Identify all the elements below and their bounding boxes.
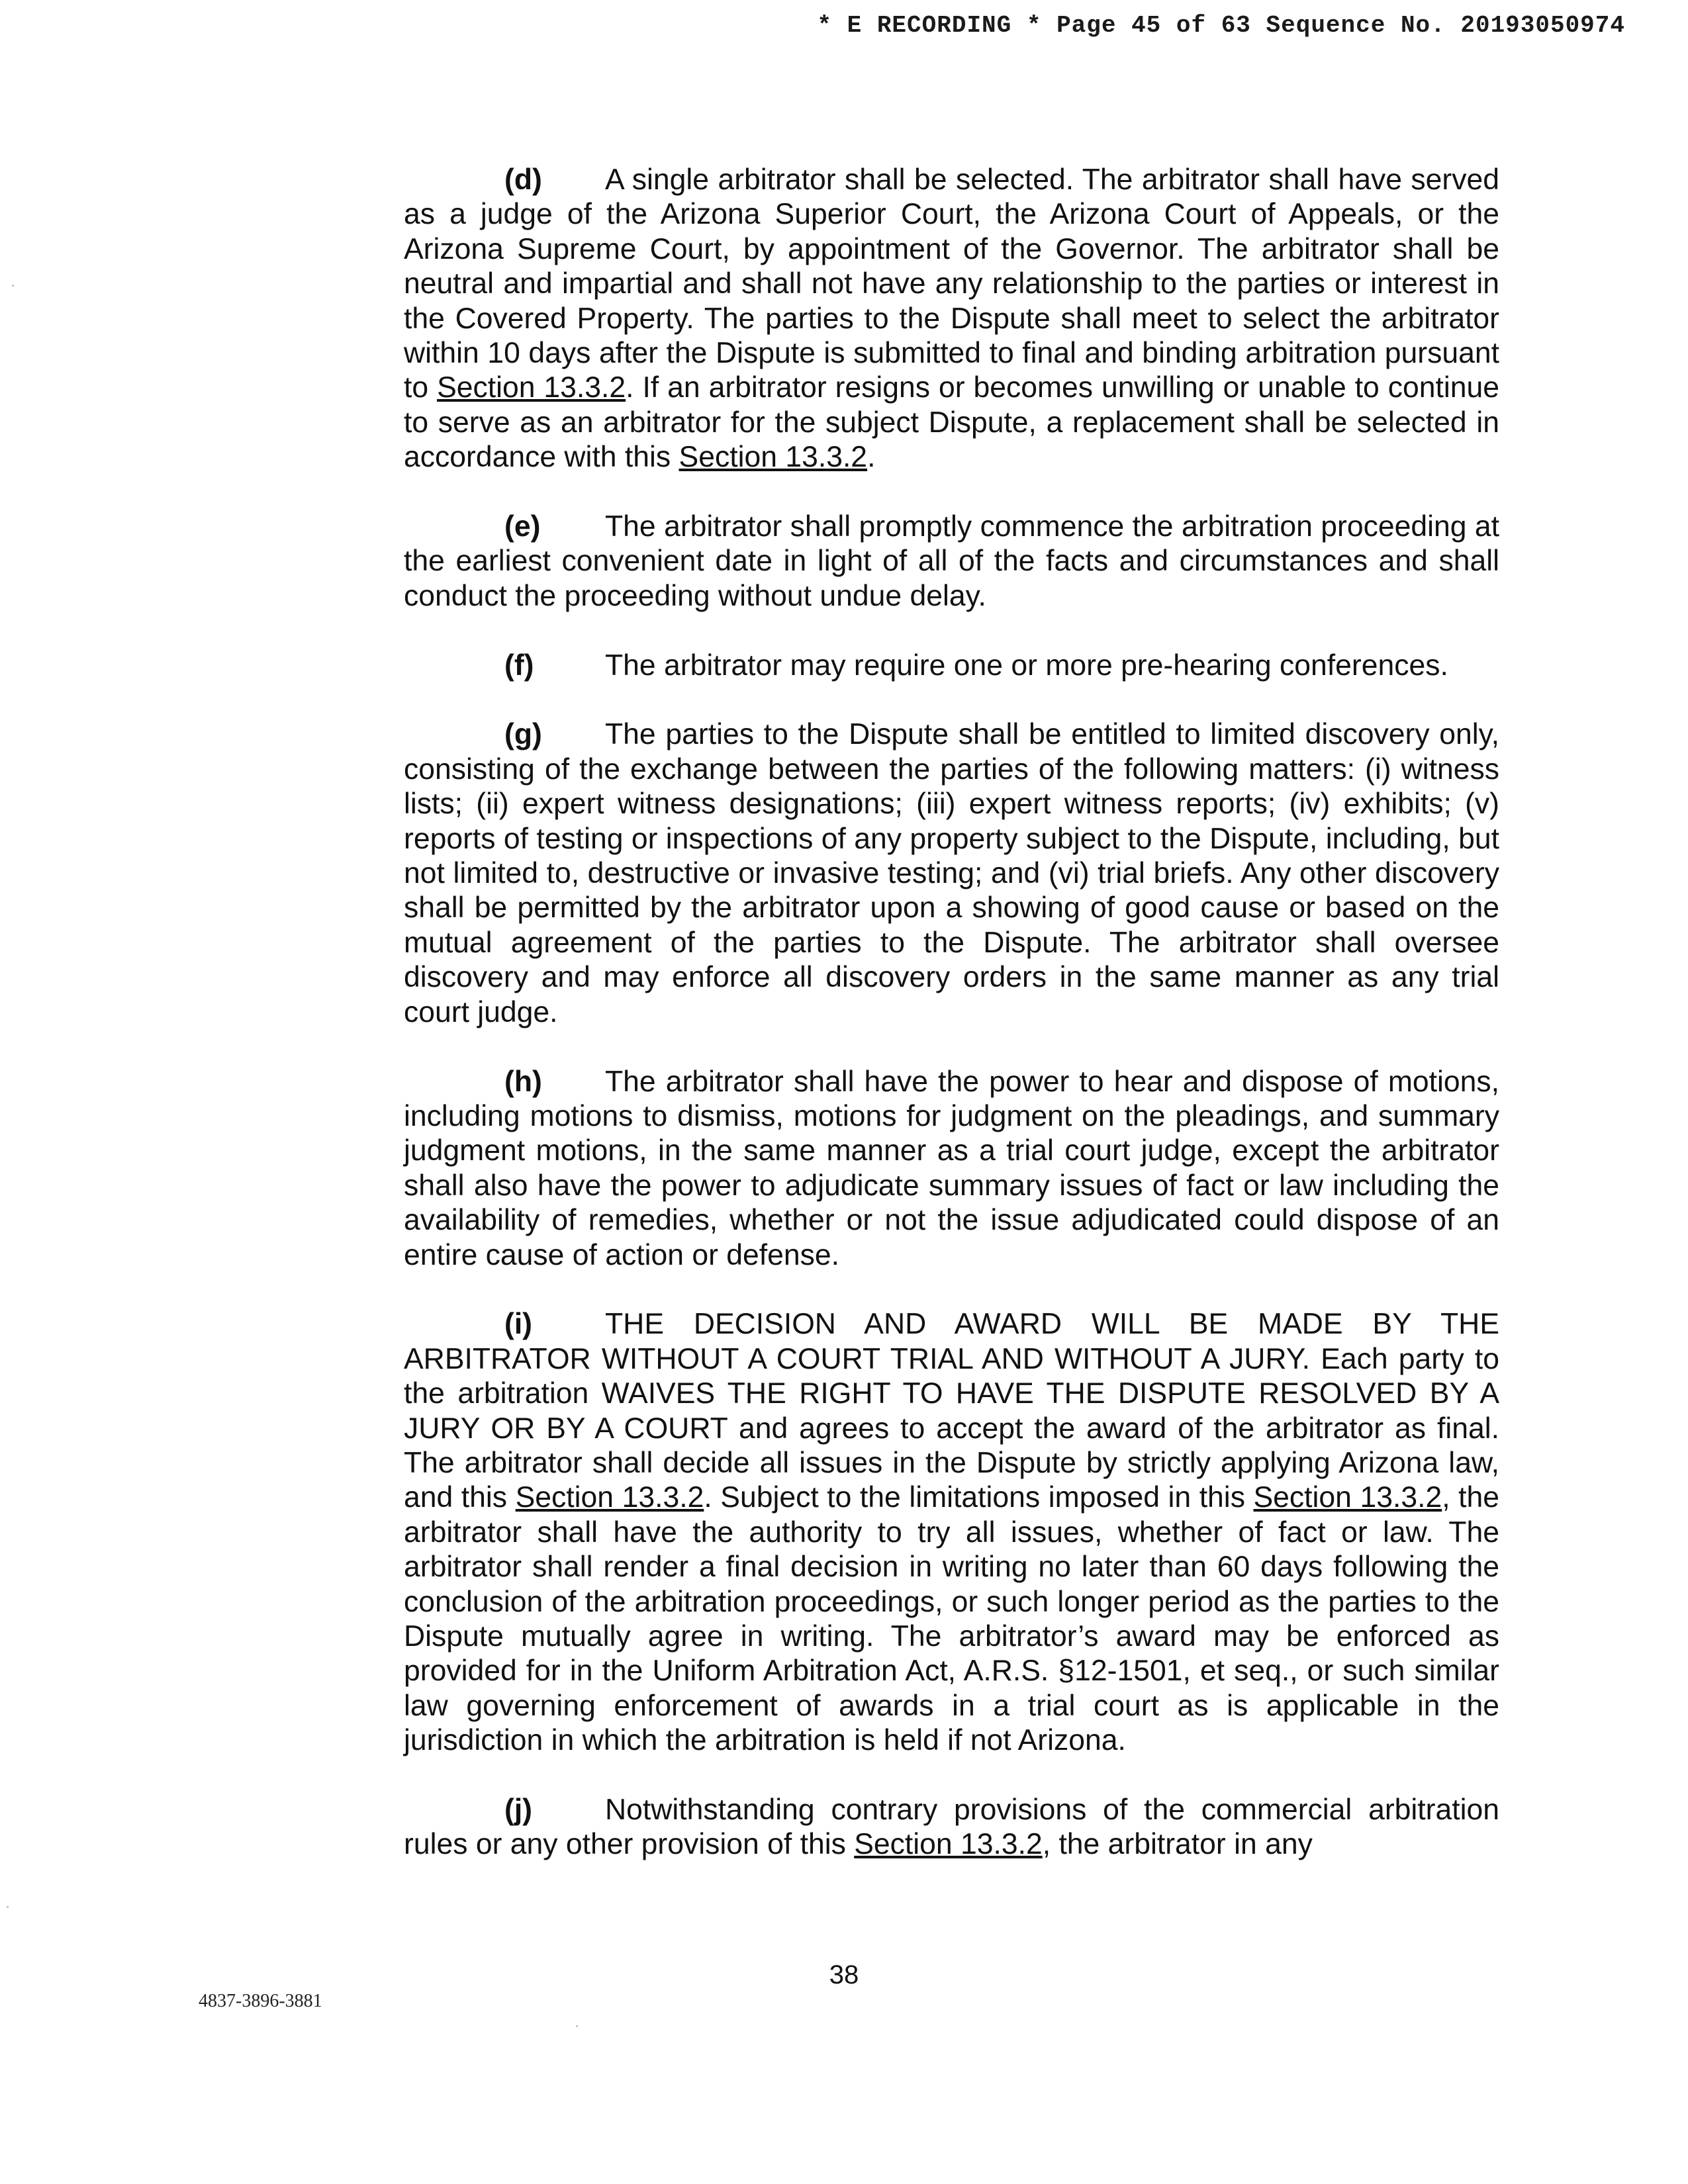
- paragraph-text: The arbitrator shall have the power to hear and dispose of motions, including motions to dismiss, motions for judgment on the pleadings, and summary judgment motions, in the same manner as a trial court judge, except the arbitrator shall also have the power to adjudicate summary issues of fact or law including the availability of remedies, whether or not the issue adjudicated could dispose of an entire cause of action or defense.: [404, 1065, 1499, 1271]
- section-reference: Section 13.3.2: [854, 1828, 1043, 1861]
- paragraph-label: (f): [504, 649, 534, 682]
- paragraph-text: The parties to the Dispute shall be entitled to limited discovery only, consisting of the exchange between the parties of the following matters: (i) witness lists; (ii) expert witness designations; (iii) expert witness reports; (iv) exhibits; (v) reports of testing or inspections of any property subject to the Dispute, including, but not limited to, destructive or invasive testing; and (vi) trial briefs. Any other discovery shall be permitted by the arbitrator upon a showing of good cause or based on the mutual agreement of the parties to the Dispute. The arbitrator shall oversee discovery and may enforce all discovery orders in the same manner as any trial court judge.: [404, 718, 1499, 1028]
- paragraph-text: The arbitrator shall promptly commence the arbitration proceeding at the earliest convenient date in light of all of the facts and circumstances and shall conduct the proceeding without undue delay.: [404, 510, 1499, 612]
- paragraph-g: [404, 717, 1499, 1030]
- paragraph-j: [404, 1793, 1499, 1862]
- paragraph-label: (e): [504, 510, 541, 543]
- recording-header: * E RECORDING * Page 45 of 63 Sequence No. 20193050974: [817, 12, 1625, 39]
- paragraph-text: The arbitrator may require one or more pre-hearing conferences.: [605, 649, 1448, 682]
- paragraph-text: . Subject to the limitations imposed in this: [704, 1481, 1254, 1514]
- paragraph-text: . If an arbitrator resigns or becomes unwilling or unable to continue to serve as an arbitrator for the subject Dispute, a replacement shall be selected in accordance with this: [404, 371, 1499, 474]
- paragraph-label: (g): [504, 718, 542, 751]
- section-reference: Section 13.3.2: [679, 441, 868, 474]
- scan-speck: [576, 2025, 578, 2027]
- paragraph-text: A single arbitrator shall be selected. The arbitrator shall have served as a judge of the Arizona Superior Court, the Arizona Court of Appeals, or the Arizona Supreme Court, by appointment of the Governor. The arbitrator shall be neutral and impartial and shall not have any relationship to the parties or interest in the Covered Property. The parties to the Dispute shall meet to select the arbitrator within 10 days after the Dispute is submitted to final and binding arbitration pursuant to: [404, 163, 1499, 404]
- paragraph-d: [404, 163, 1499, 475]
- scan-speck: [7, 1906, 9, 1908]
- paragraph-h: [404, 1065, 1499, 1273]
- section-reference: Section 13.3.2: [1253, 1481, 1442, 1514]
- paragraph-text: THE DECISION AND AWARD WILL BE MADE BY THE ARBITRATOR WITHOUT A COURT TRIAL AND WITHOUT A JURY. Each party to the arbitration WAIVES THE RIGHT TO HAVE THE DISPUTE RESOLVED BY A JURY OR BY A COURT and agrees to accept the award of the arbitrator as final. The arbitrator shall decide all issues in the Dispute by strictly applying Arizona law, and this: [404, 1308, 1499, 1514]
- section-reference: Section 13.3.2: [515, 1481, 704, 1514]
- paragraph-label: (d): [504, 163, 542, 196]
- document-id: 4837-3896-3881: [199, 1991, 322, 2011]
- paragraph-text: , the arbitrator in any: [1042, 1828, 1313, 1861]
- paragraph-label: (h): [504, 1065, 542, 1098]
- paragraph-e: [404, 510, 1499, 614]
- paragraph-f: [404, 649, 1499, 683]
- paragraph-i: [404, 1307, 1499, 1758]
- paragraph-text: Notwithstanding contrary provisions of the commercial arbitration rules or any other provision of this: [404, 1794, 1499, 1861]
- document-body: [404, 163, 1499, 1862]
- section-reference: Section 13.3.2: [437, 371, 626, 404]
- paragraph-text: , the arbitrator shall have the authority to try all issues, whether of fact or law. The arbitrator shall render a final decision in writing no later than 60 days following the conclusion of the arbitration proceedings, or such longer period as the parties to the Dispute mutually agree in writing. The arbitrator’s award may be enforced as provided for in the Uniform Arbitration Act, A.R.S. §12-1501, et seq., or such similar law governing enforcement of awards in a trial court as is applicable in the jurisdiction in which the arbitration is held if not Arizona.: [404, 1481, 1500, 1757]
- scan-speck: [12, 285, 14, 287]
- paragraph-label: (j): [504, 1794, 533, 1826]
- paragraph-text: .: [867, 441, 876, 474]
- page-number: 38: [829, 1960, 859, 1989]
- paragraph-label: (i): [504, 1308, 533, 1341]
